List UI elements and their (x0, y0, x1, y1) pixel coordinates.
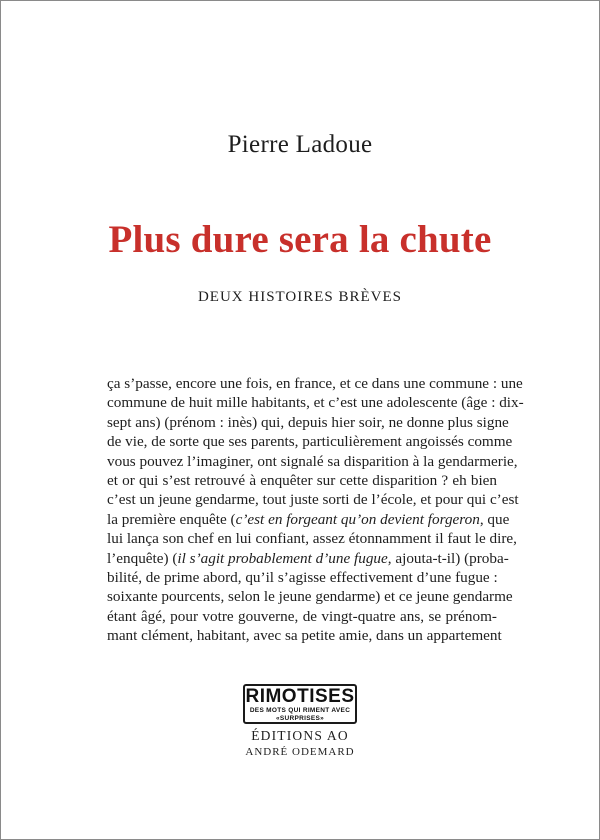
excerpt-line (107, 374, 523, 393)
excerpt-segment: soixante pourcents, selon le jeune gendarme) et ce jeune gendarme (107, 588, 513, 606)
excerpt-line (107, 587, 513, 606)
excerpt-segment: mant clément, habitant, avec sa petite amie, dans un appartement (107, 627, 502, 645)
excerpt-italic-phrase: il s’agit probablement d’une fugue (177, 549, 388, 567)
excerpt-segment: , que (479, 510, 510, 528)
excerpt-line (107, 568, 497, 587)
excerpt-italic-phrase: c’est en forgeant qu’on devient forgeron (235, 510, 480, 528)
excerpt-line (107, 607, 497, 626)
excerpt-segment: la première enquête ( (107, 510, 236, 528)
excerpt-line (107, 432, 513, 451)
rimotises-logo (243, 684, 357, 724)
excerpt-segment: bilité, de prime abord, qu’il s’agisse effectivement d’une fugue : (107, 569, 498, 587)
excerpt-line (107, 393, 524, 412)
excerpt-line (107, 626, 502, 645)
excerpt-segment: commune de huit mille habitants, et c’est une adolescente (âge : dix- (107, 394, 524, 412)
excerpt-segment: sept ans) (prénom : inès) qui, depuis hier soir, ne donne plus signe (107, 413, 509, 431)
publisher-imprint: ÉDITIONS AO (251, 728, 349, 743)
excerpt-line (107, 510, 510, 529)
excerpt-line (107, 452, 518, 471)
excerpt-segment: vous pouvez l’imaginer, ont signalé sa disparition à la gendarmerie, (107, 452, 518, 470)
excerpt-segment: c’est un jeune gendarme, tout juste sorti de l’école, et pour qui c’est (107, 491, 519, 509)
excerpt-segment: et or qui s’est retrouvé à enquêter sur cette disparition ? eh bien (107, 472, 497, 490)
logo-name: RIMOTISES (245, 686, 355, 707)
author-name: Pierre Ladoue (227, 131, 373, 158)
excerpt-line (107, 529, 517, 548)
excerpt-segment: , ajouta-t-il) (proba- (387, 549, 509, 567)
excerpt-segment: étant âgé, pour votre gouverne, de vingt-quatre ans, se prénom- (107, 607, 497, 625)
excerpt-line (107, 471, 497, 490)
excerpt-segment: de vie, de sorte que ses parents, particulièrement angoissés comme (107, 433, 513, 451)
excerpt-line (107, 413, 509, 432)
excerpt-text (107, 374, 524, 646)
logo-tagline-1: DES MOTS QUI RIMENT AVEC (249, 707, 351, 714)
book-title: Plus dure sera la chute (108, 218, 492, 261)
logo-tagline-2: «SURPRISES» (275, 714, 325, 722)
publisher-name: ANDRÉ ODEMARD (245, 746, 355, 758)
excerpt-segment: ça s’passe, encore une fois, en france, et ce dans une commune : une (107, 375, 523, 392)
excerpt-line (107, 549, 509, 568)
excerpt-line (107, 490, 519, 509)
excerpt-segment: lui lança son chef en lui confiant, assez étonnamment il faut le dire, (107, 530, 517, 548)
book-subtitle: DEUX HISTOIRES BRÈVES (197, 289, 403, 305)
excerpt-segment: l’enquête) ( (107, 549, 178, 567)
